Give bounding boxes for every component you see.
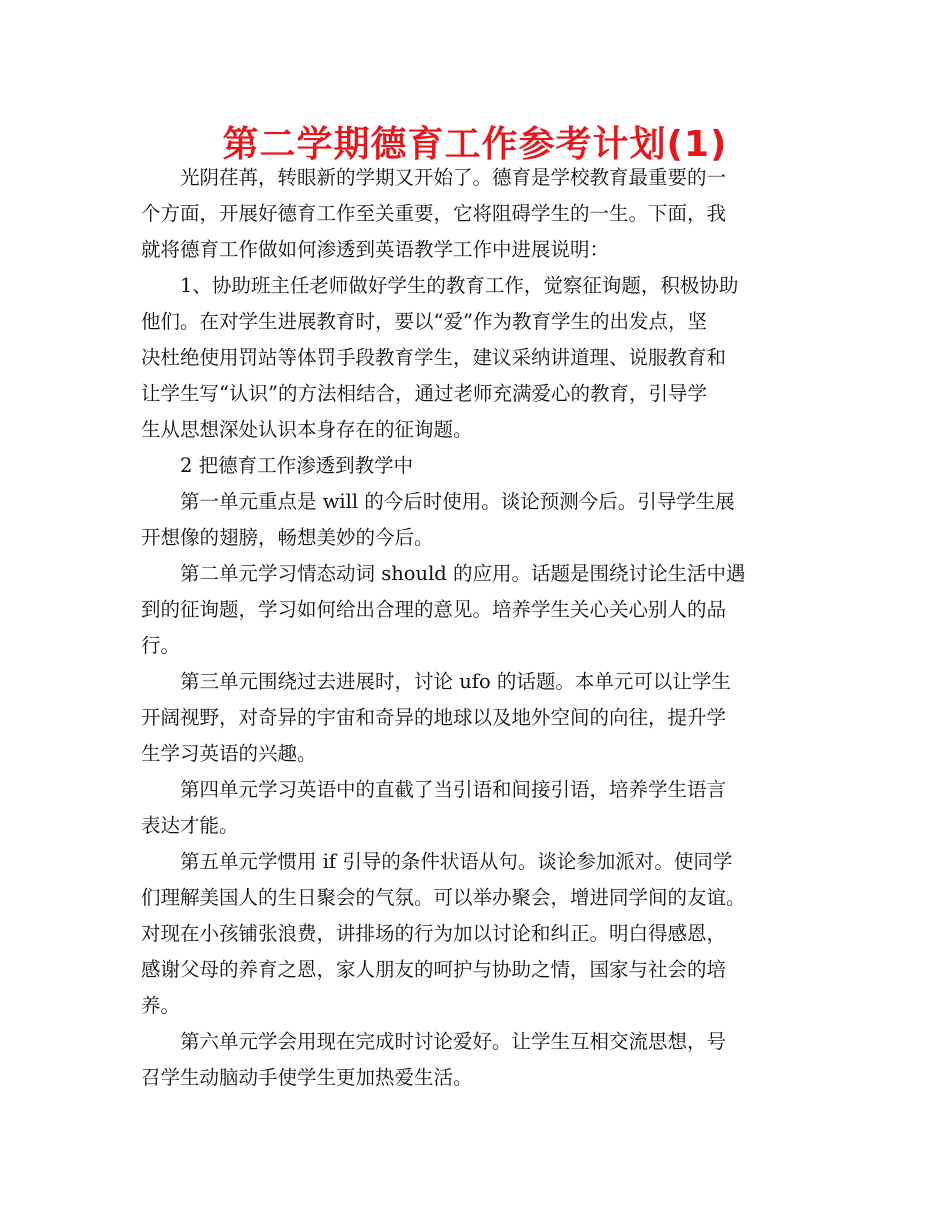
text-line: 第三单元围绕过去进展时，讨论 ufo 的话题。本单元可以让学生 [180, 670, 731, 693]
text-line: 让学生写“认识”的方法相结合，通过老师充满爱心的教育，引导学 [141, 382, 707, 405]
text-line: 行。 [141, 634, 181, 657]
text-line: 第五单元学惯用 if 引导的条件状语从句。谈论参加派对。使同学 [180, 850, 733, 873]
text-line: 生学习英语的兴趣。 [141, 742, 317, 765]
paragraph-unit-1 [141, 484, 813, 556]
document-body [141, 160, 813, 1096]
text-line: 们理解美国人的生日聚会的气氛。可以举办聚会，增进同学间的友谊。 [141, 886, 746, 909]
text-line: 对现在小孩铺张浪费，讲排场的行为加以讨论和纠正。明白得感恩， [141, 922, 727, 945]
paragraph-unit-3 [141, 664, 813, 772]
text-line: 开阔视野，对奇异的宇宙和奇异的地球以及地外空间的向往，提升学 [141, 706, 727, 729]
document-title: 第二学期德育工作参考计划(1) [222, 124, 728, 165]
text-line: 光阴荏苒，转眼新的学期又开始了。德育是学校教育最重要的一 [180, 166, 727, 189]
paragraph-unit-2 [141, 556, 813, 664]
paragraph-item-2-heading [141, 448, 813, 484]
text-line: 第四单元学习英语中的直截了当引语和间接引语，培养学生语言 [180, 778, 727, 801]
paragraph-unit-4 [141, 772, 813, 844]
text-line: 第六单元学会用现在完成时讨论爱好。让学生互相交流思想，号 [180, 1030, 727, 1053]
paragraph-intro [141, 160, 813, 268]
text-line: 生从思想深处认识本身存在的征询题。 [141, 418, 473, 441]
text-line: 就将德育工作做如何渗透到英语教学工作中进展说明： [141, 238, 610, 261]
text-line: 决杜绝使用罚站等体罚手段教育学生，建议采纳讲道理、说服教育和 [141, 346, 727, 369]
paragraph-unit-5 [141, 844, 813, 1024]
text-line: 召学生动脑动手使学生更加热爱生活。 [141, 1066, 473, 1089]
text-line: 2 把德育工作渗透到教学中 [180, 454, 414, 477]
text-line: 到的征询题，学习如何给出合理的意见。培养学生关心关心别人的品 [141, 598, 727, 621]
text-line: 开想像的翅膀，畅想美妙的今后。 [141, 526, 434, 549]
paragraph-unit-6 [141, 1024, 813, 1096]
text-line: 第二单元学习情态动词 should 的应用。话题是围绕讨论生活中遇 [180, 562, 746, 585]
text-line: 1、协助班主任老师做好学生的教育工作，觉察征询题，积极协助 [180, 274, 739, 297]
text-line: 个方面，开展好德育工作至关重要，它将阻碍学生的一生。下面，我 [141, 202, 727, 225]
text-line: 养。 [141, 994, 181, 1017]
text-line: 表达才能。 [141, 814, 239, 837]
text-line: 他们。在对学生进展教育时，要以“爱”作为教育学生的出发点，坚 [141, 310, 707, 333]
text-line: 感谢父母的养育之恩，家人朋友的呵护与协助之情，国家与社会的培 [141, 958, 727, 981]
paragraph-item-1 [141, 268, 813, 448]
text-line: 第一单元重点是 will 的今后时使用。谈论预测今后。引导学生展 [180, 490, 735, 513]
